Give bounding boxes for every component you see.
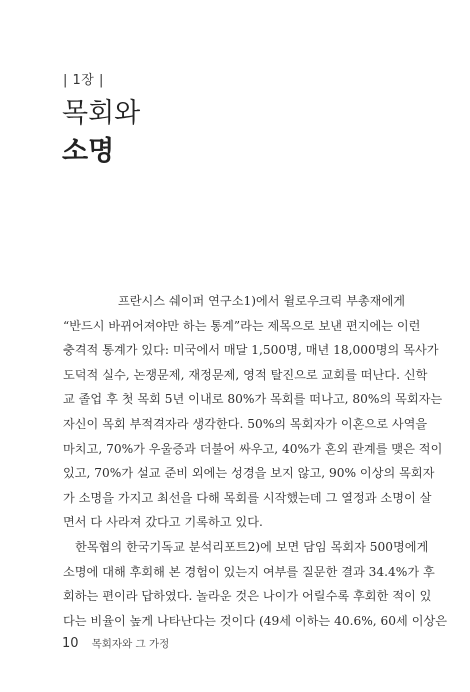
body-line: “반드시 바뀌어져야만 하는 통계”라는 제목으로 보낸 편지에는 이런 bbox=[63, 318, 421, 333]
body-line: 마치고, 70%가 우울증과 더불어 싸우고, 40%가 혼외 관계를 맺은 적이 bbox=[63, 441, 443, 456]
chapter-label: | 1장 | bbox=[63, 73, 104, 88]
body-line: 있고, 70%가 설교 준비 외에는 성경을 보지 않고, 90% 이상의 목회자 bbox=[63, 466, 435, 481]
body-line: 소명에 대해 후회해 본 경험이 있는지 여부를 질문한 결과 34.4%가 후 bbox=[63, 564, 435, 579]
running-title: 목회자와 그 가정 bbox=[91, 638, 170, 650]
page-footer bbox=[62, 632, 169, 651]
body-line: 회하는 편이라 답하였다. 놀라운 것은 나이가 어릴수록 후회한 적이 있 bbox=[63, 589, 432, 604]
chapter-title bbox=[62, 95, 140, 171]
chapter-title-line2: 소명 bbox=[62, 136, 115, 167]
body-line: 면서 다 사라져 갔다고 기록하고 있다. bbox=[63, 515, 263, 530]
body-line: 가 소명을 가지고 최선을 다해 목회를 시작했는데 그 열정과 소명이 살 bbox=[63, 490, 432, 505]
body-line: 충격적 통계가 있다: 미국에서 매달 1,500명, 매년 18,000명의 목사가 bbox=[63, 343, 439, 358]
body-line: 프란시스 쉐이퍼 연구소1)에서 윌로우크릭 부총재에게 bbox=[117, 294, 405, 308]
page-number: 10 bbox=[62, 636, 79, 651]
body-line: 도덕적 실수, 논쟁문제, 재정문제, 영적 탈진으로 교회를 떠난다. 신학 bbox=[63, 367, 428, 382]
chapter-title-line1: 목회와 bbox=[62, 98, 141, 129]
body-line: 자신이 목회 부적격자라 생각한다. 50%의 목회자가 이혼으로 사역을 bbox=[63, 416, 428, 431]
body-line: 교 졸업 후 첫 목회 5년 이내로 80%가 목회를 떠나고, 80%의 목회자는 bbox=[63, 392, 443, 407]
body-line: 다는 비율이 높게 나타난다는 것이다 (49세 이하는 40.6%, 60세 이상은 bbox=[63, 613, 448, 628]
body-line: 한목협의 한국기독교 분석리포트2)에 보면 담임 목회자 500명에게 bbox=[75, 539, 429, 554]
body-text bbox=[63, 289, 448, 633]
